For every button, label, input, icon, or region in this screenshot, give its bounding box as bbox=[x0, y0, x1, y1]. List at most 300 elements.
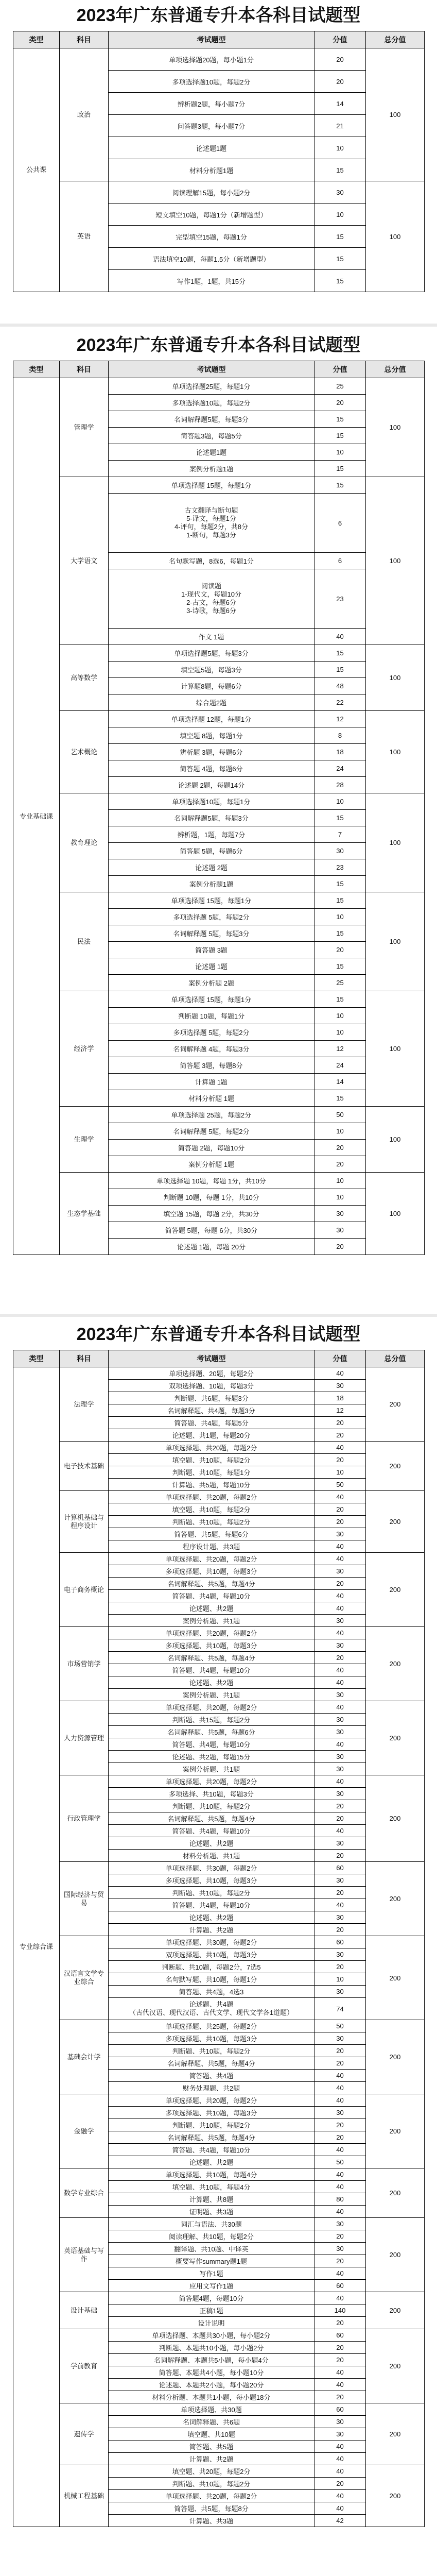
table-row bbox=[13, 2094, 425, 2107]
cell-score: 20 bbox=[314, 1812, 366, 1825]
cell-total: 200 bbox=[366, 1701, 425, 1775]
cell-question-type: 单项选择题、共20题，每题2分 bbox=[109, 2094, 314, 2107]
cell-total: 200 bbox=[366, 1775, 425, 1862]
column-header: 总分值 bbox=[366, 361, 425, 378]
cell-question-type: 简答题、共4题，每题10分 bbox=[109, 2144, 314, 2156]
cell-type: 公共课 bbox=[13, 48, 60, 292]
cell-subject: 英语基础与写作 bbox=[60, 2218, 109, 2292]
table-row bbox=[13, 2403, 425, 2416]
table-body-3 bbox=[13, 1367, 425, 2527]
cell-score: 20 bbox=[314, 71, 366, 93]
cell-question-type: 判断题、共10题，每题2分 bbox=[109, 1800, 314, 1812]
cell-score: 30 bbox=[314, 1726, 366, 1738]
cell-score: 15 bbox=[314, 477, 366, 494]
cell-question-type: 单项选择题20题，每小题1分 bbox=[109, 48, 314, 71]
cell-question-type: 简答题、共4题，每题10分 bbox=[109, 1738, 314, 1751]
cell-score: 30 bbox=[314, 2416, 366, 2428]
cell-score: 12 bbox=[314, 1041, 366, 1057]
cell-subject: 学前教育 bbox=[60, 2329, 109, 2403]
cell-question-type: 名词解释题、共5题，每题4分 bbox=[109, 1578, 314, 1590]
cell-question-type: 翻译题、共10题、中译英 bbox=[109, 2243, 314, 2255]
cell-score: 10 bbox=[314, 1973, 366, 1986]
cell-question-type: 判断题、共10题，每题2分 bbox=[109, 1887, 314, 1899]
cell-score: 28 bbox=[314, 777, 366, 793]
cell-score: 24 bbox=[314, 760, 366, 777]
cell-question-type: 材料分析题1题 bbox=[109, 159, 314, 181]
cell-score: 20 bbox=[314, 1887, 366, 1899]
cell-question-type: 论述题、共2题 bbox=[109, 2156, 314, 2168]
cell-question-type: 判断题、共10题，每题2分，7选5 bbox=[109, 1961, 314, 1973]
cell-score: 14 bbox=[314, 93, 366, 115]
cell-question-type: 名词解释题、共5题，每题4分 bbox=[109, 2131, 314, 2144]
cell-question-type: 简答题、共4题，每题10分 bbox=[109, 1899, 314, 1911]
cell-total: 100 bbox=[366, 48, 425, 181]
table-row bbox=[13, 477, 425, 494]
cell-question-type: 短文填空10题，每题1分（新增题型） bbox=[109, 204, 314, 226]
cell-total: 200 bbox=[366, 1862, 425, 1936]
cell-question-type: 正稿1题 bbox=[109, 2304, 314, 2317]
cell-question-type: 填空题、共10题，每题2分 bbox=[109, 1454, 314, 1466]
table-row bbox=[13, 1107, 425, 1123]
cell-total: 200 bbox=[366, 2168, 425, 2218]
cell-score: 30 bbox=[314, 181, 366, 204]
cell-question-type: 名词解释题、共5题，每题6分 bbox=[109, 1726, 314, 1738]
cell-question-type: 判断题 10题，每题 1分，共10分 bbox=[109, 1189, 314, 1206]
column-header: 类型 bbox=[13, 31, 60, 48]
cell-question-type: 多项选择题、共10题，每题3分 bbox=[109, 1874, 314, 1887]
cell-question-type: 应用文写作1题 bbox=[109, 2280, 314, 2292]
cell-score: 30 bbox=[314, 1565, 366, 1578]
cell-question-type: 计算题、共3题 bbox=[109, 2515, 314, 2527]
cell-question-type: 判断题 10题，每题1分 bbox=[109, 1008, 314, 1024]
cell-score: 40 bbox=[314, 1701, 366, 1714]
cell-question-type: 单项选择题、共20题，每题2分 bbox=[109, 1442, 314, 1454]
cell-question-type: 多项选择题、共10题，每题3分 bbox=[109, 1639, 314, 1652]
cell-score: 10 bbox=[314, 204, 366, 226]
cell-score: 20 bbox=[314, 1516, 366, 1528]
cell-score: 30 bbox=[314, 1222, 366, 1239]
cell-score: 30 bbox=[314, 1615, 366, 1627]
cell-total: 100 bbox=[366, 991, 425, 1107]
cell-question-type: 双项选择题、共10题，每题3分 bbox=[109, 1948, 314, 1961]
cell-score: 15 bbox=[314, 270, 366, 292]
cell-question-type: 判断题、共10题，每题2分 bbox=[109, 2045, 314, 2057]
cell-score: 20 bbox=[314, 942, 366, 958]
cell-question-type: 简答题 5题，每题6分 bbox=[109, 843, 314, 859]
cell-score: 40 bbox=[314, 1553, 366, 1565]
table-row bbox=[13, 2218, 425, 2230]
cell-question-type: 简答题、共4题，每题5分 bbox=[109, 1417, 314, 1429]
cell-score: 30 bbox=[314, 1380, 366, 1392]
table-row bbox=[13, 2020, 425, 2032]
cell-question-type: 单项选择题 15题，每题1分 bbox=[109, 477, 314, 494]
cell-score: 10 bbox=[314, 909, 366, 925]
cell-question-type: 简答题、共5题 bbox=[109, 2441, 314, 2453]
cell-score: 20 bbox=[314, 48, 366, 71]
section-1 bbox=[13, 0, 424, 292]
cell-score: 6 bbox=[314, 553, 366, 569]
table-row bbox=[13, 2465, 425, 2478]
cell-question-type: 简答题 3题，每题8分 bbox=[109, 1057, 314, 1074]
cell-subject: 大学语文 bbox=[60, 477, 109, 645]
cell-score: 20 bbox=[314, 2230, 366, 2243]
cell-question-type: 单项选择题、共20题，每题2分 bbox=[109, 1553, 314, 1565]
cell-total: 200 bbox=[366, 1442, 425, 1491]
cell-total: 200 bbox=[366, 2292, 425, 2329]
cell-question-type: 财务处理题、共2题 bbox=[109, 2082, 314, 2094]
cell-question-type: 论述题1题 bbox=[109, 444, 314, 461]
cell-question-type: 案例分析题 2题 bbox=[109, 975, 314, 991]
cell-question-type: 多项选择题、共10题，每题3分 bbox=[109, 1565, 314, 1578]
cell-subject: 设计基础 bbox=[60, 2292, 109, 2329]
cell-score: 74 bbox=[314, 1998, 366, 2020]
cell-score: 10 bbox=[314, 1466, 366, 1479]
cell-question-type: 判断题、共10题，每题2分 bbox=[109, 2119, 314, 2131]
cell-score: 20 bbox=[314, 1850, 366, 1862]
cell-question-type: 辨析题2题，每小题7分 bbox=[109, 93, 314, 115]
cell-score: 30 bbox=[314, 1986, 366, 1998]
cell-score: 20 bbox=[314, 395, 366, 411]
cell-question-type: 辨析题 3题，每题6分 bbox=[109, 744, 314, 760]
cell-subject: 基础会计学 bbox=[60, 2020, 109, 2094]
cell-question-type: 单项选择题、20题，每题2分 bbox=[109, 1367, 314, 1380]
cell-total: 200 bbox=[366, 1491, 425, 1553]
table-row bbox=[13, 2292, 425, 2304]
cell-score: 15 bbox=[314, 411, 366, 428]
cell-question-type: 填空题 15题，每题 2分，共30分 bbox=[109, 1206, 314, 1222]
cell-question-type: 证明题、共3题 bbox=[109, 2206, 314, 2218]
column-header: 分值 bbox=[314, 361, 366, 378]
cell-score: 7 bbox=[314, 826, 366, 843]
cell-question-type: 多项选择题10题，每题2分 bbox=[109, 395, 314, 411]
table-row bbox=[13, 2329, 425, 2342]
cell-question-type: 填空题、共20题，每题2分 bbox=[109, 2465, 314, 2478]
cell-question-type: 简答题、共5题，每题8分 bbox=[109, 2502, 314, 2515]
cell-score: 12 bbox=[314, 711, 366, 727]
cell-score: 20 bbox=[314, 1140, 366, 1156]
cell-question-type: 论述题 2题 bbox=[109, 859, 314, 876]
cell-score: 40 bbox=[314, 2441, 366, 2453]
exam-table-3 bbox=[13, 1350, 425, 2527]
cell-question-type: 单项选择题、共20题，每题2分 bbox=[109, 1627, 314, 1639]
cell-total: 100 bbox=[366, 1173, 425, 1255]
cell-total: 100 bbox=[366, 477, 425, 645]
cell-total: 200 bbox=[366, 2329, 425, 2403]
cell-score: 30 bbox=[314, 1948, 366, 1961]
table-row bbox=[13, 892, 425, 909]
table-header-row bbox=[13, 361, 425, 378]
cell-subject: 电子商务概论 bbox=[60, 1553, 109, 1627]
cell-score: 40 bbox=[314, 2082, 366, 2094]
cell-question-type: 名句默写题，8选6，每题1分 bbox=[109, 553, 314, 569]
cell-question-type: 判断题、共10题，每题2分 bbox=[109, 2478, 314, 2490]
column-header: 分值 bbox=[314, 31, 366, 48]
cell-score: 30 bbox=[314, 2243, 366, 2255]
cell-score: 40 bbox=[314, 629, 366, 645]
cell-question-type: 填空题、共10题，每题2分 bbox=[109, 1503, 314, 1516]
table-row bbox=[13, 645, 425, 662]
cell-score: 20 bbox=[314, 2354, 366, 2366]
column-header: 类型 bbox=[13, 361, 60, 378]
cell-question-type: 语法填空10题，每题1.5分（新增题型） bbox=[109, 248, 314, 270]
cell-score: 30 bbox=[314, 1206, 366, 1222]
cell-question-type: 单项选择题10题，每题1分 bbox=[109, 793, 314, 810]
cell-subject: 人力资源管理 bbox=[60, 1701, 109, 1775]
cell-score: 15 bbox=[314, 991, 366, 1008]
cell-score: 40 bbox=[314, 1627, 366, 1639]
cell-question-type: 论述题 1题 bbox=[109, 958, 314, 975]
column-header: 考试题型 bbox=[109, 31, 314, 48]
cell-score: 30 bbox=[314, 2032, 366, 2045]
cell-question-type: 古文翻译与断句题 5-译文，每题1分 4-评句，每题2分，共8分 1-断句，每题3分 bbox=[109, 494, 314, 553]
cell-question-type: 单项选择题、共20题，每题2分 bbox=[109, 2490, 314, 2502]
cell-subject: 经济学 bbox=[60, 991, 109, 1107]
cell-score: 15 bbox=[314, 159, 366, 181]
cell-question-type: 材料分析题、本题共1小题，每小题18分 bbox=[109, 2391, 314, 2403]
cell-score: 15 bbox=[314, 1090, 366, 1107]
cell-type: 专业综合课 bbox=[13, 1367, 60, 2527]
cell-score: 20 bbox=[314, 1417, 366, 1429]
cell-score: 18 bbox=[314, 744, 366, 760]
cell-subject: 生态学基础 bbox=[60, 1173, 109, 1255]
cell-score: 10 bbox=[314, 1008, 366, 1024]
cell-question-type: 阅读理解15题，每小题2分 bbox=[109, 181, 314, 204]
cell-score: 80 bbox=[314, 2193, 366, 2206]
cell-total: 100 bbox=[366, 892, 425, 991]
cell-score: 40 bbox=[314, 2206, 366, 2218]
cell-question-type: 概要写作summary题1题 bbox=[109, 2255, 314, 2267]
cell-total: 200 bbox=[366, 1936, 425, 2020]
cell-question-type: 完型填空15题，每题1分 bbox=[109, 226, 314, 248]
cell-score: 10 bbox=[314, 444, 366, 461]
cell-question-type: 判断题、共15题，每题2分 bbox=[109, 1714, 314, 1726]
cell-score: 25 bbox=[314, 975, 366, 991]
cell-question-type: 简答题3题，每题5分 bbox=[109, 428, 314, 444]
cell-score: 10 bbox=[314, 137, 366, 159]
cell-total: 100 bbox=[366, 181, 425, 292]
cell-score: 40 bbox=[314, 1590, 366, 1602]
cell-question-type: 单项选择题、共20题，每题2分 bbox=[109, 1701, 314, 1714]
cell-score: 20 bbox=[314, 2057, 366, 2070]
cell-score: 23 bbox=[314, 859, 366, 876]
cell-question-type: 单项选择题、共20题，每题2分 bbox=[109, 1491, 314, 1503]
cell-question-type: 论述题、共2题 bbox=[109, 1676, 314, 1689]
column-header: 考试题型 bbox=[109, 1350, 314, 1367]
table-row bbox=[13, 378, 425, 395]
cell-total: 100 bbox=[366, 711, 425, 793]
cell-question-type: 简答题 4题，每题6分 bbox=[109, 760, 314, 777]
cell-score: 50 bbox=[314, 2020, 366, 2032]
cell-question-type: 阅读题 1-现代文，每题10分 2-古文，每题6分 3-诗歌，每题6分 bbox=[109, 569, 314, 629]
cell-score: 48 bbox=[314, 678, 366, 694]
cell-question-type: 论述题、共4题 （古代汉语、现代汉语、古代文学、现代文学各1道题） bbox=[109, 1998, 314, 2020]
cell-score: 40 bbox=[314, 1899, 366, 1911]
cell-score: 30 bbox=[314, 1788, 366, 1800]
cell-total: 200 bbox=[366, 2465, 425, 2527]
cell-question-type: 材料分析题、共1题 bbox=[109, 1850, 314, 1862]
cell-score: 30 bbox=[314, 1639, 366, 1652]
cell-question-type: 论述题、共2题 bbox=[109, 1911, 314, 1924]
cell-score: 15 bbox=[314, 645, 366, 662]
section-separator bbox=[0, 324, 437, 327]
cell-question-type: 多项选择题 5题，每题2分 bbox=[109, 909, 314, 925]
cell-score: 30 bbox=[314, 1837, 366, 1850]
cell-question-type: 名词解释题5题，每题3分 bbox=[109, 411, 314, 428]
cell-score: 60 bbox=[314, 2280, 366, 2292]
cell-score: 30 bbox=[314, 1528, 366, 1540]
cell-score: 20 bbox=[314, 1156, 366, 1173]
table-row bbox=[13, 2168, 425, 2181]
cell-question-type: 单项选择题、共30题 bbox=[109, 2403, 314, 2416]
cell-question-type: 单项选择题、共20题，每题2分 bbox=[109, 1775, 314, 1788]
cell-question-type: 论述题1题 bbox=[109, 137, 314, 159]
cell-score: 20 bbox=[314, 2391, 366, 2403]
cell-question-type: 简答题 5题，每题 6分，共30分 bbox=[109, 1222, 314, 1239]
column-header: 类型 bbox=[13, 1350, 60, 1367]
cell-score: 20 bbox=[314, 2131, 366, 2144]
cell-question-type: 作文 1题 bbox=[109, 629, 314, 645]
cell-question-type: 计算题、共2题 bbox=[109, 1924, 314, 1936]
cell-score: 20 bbox=[314, 1429, 366, 1442]
cell-score: 60 bbox=[314, 2403, 366, 2416]
cell-score: 40 bbox=[314, 1676, 366, 1689]
table-row bbox=[13, 1862, 425, 1874]
cell-question-type: 多项选择题 5题，每题2分 bbox=[109, 1024, 314, 1041]
cell-question-type: 单项选择题25题，每题1分 bbox=[109, 378, 314, 395]
cell-score: 15 bbox=[314, 226, 366, 248]
cell-score: 40 bbox=[314, 1540, 366, 1553]
exam-table-2 bbox=[13, 361, 425, 1255]
cell-score: 22 bbox=[314, 694, 366, 711]
cell-score: 40 bbox=[314, 2292, 366, 2304]
table-row bbox=[13, 1173, 425, 1189]
table-row bbox=[13, 181, 425, 204]
cell-question-type: 判断题、本题共10小题，每小题2分 bbox=[109, 2342, 314, 2354]
cell-score: 12 bbox=[314, 1404, 366, 1417]
cell-score: 60 bbox=[314, 1862, 366, 1874]
cell-subject: 汉语言文学专业综合 bbox=[60, 1936, 109, 2020]
cell-score: 20 bbox=[314, 1239, 366, 1255]
cell-score: 30 bbox=[314, 2218, 366, 2230]
table-row bbox=[13, 1936, 425, 1948]
cell-score: 15 bbox=[314, 810, 366, 826]
cell-question-type: 单项选择题、共30题，每题2分 bbox=[109, 1936, 314, 1948]
cell-score: 20 bbox=[314, 1578, 366, 1590]
cell-score: 40 bbox=[314, 2379, 366, 2391]
cell-score: 50 bbox=[314, 2156, 366, 2168]
cell-question-type: 填空题 8题，每题1分 bbox=[109, 727, 314, 744]
cell-score: 40 bbox=[314, 1738, 366, 1751]
cell-question-type: 多项选择题、共10题，每题3分 bbox=[109, 2032, 314, 2045]
cell-question-type: 名词解释题、本题共5小题，每小题4分 bbox=[109, 2354, 314, 2366]
cell-score: 42 bbox=[314, 2515, 366, 2527]
cell-question-type: 判断题、共6题，每题3分 bbox=[109, 1392, 314, 1404]
cell-score: 10 bbox=[314, 1173, 366, 1189]
cell-question-type: 简答题、共4题，每题10分 bbox=[109, 1825, 314, 1837]
cell-score: 40 bbox=[314, 2366, 366, 2379]
table-row bbox=[13, 1627, 425, 1639]
table-header-row bbox=[13, 31, 425, 48]
cell-score: 30 bbox=[314, 1751, 366, 1763]
cell-subject: 市场营销学 bbox=[60, 1627, 109, 1701]
cell-question-type: 双项选择题、10题，每题3分 bbox=[109, 1380, 314, 1392]
cell-score: 40 bbox=[314, 2267, 366, 2280]
cell-question-type: 判断题、共10题，每题2分 bbox=[109, 1516, 314, 1528]
column-header: 总分值 bbox=[366, 1350, 425, 1367]
cell-score: 20 bbox=[314, 1652, 366, 1664]
cell-question-type: 简答题、共4题 bbox=[109, 2070, 314, 2082]
cell-question-type: 简答题、共5题，每题6分 bbox=[109, 1528, 314, 1540]
cell-score: 21 bbox=[314, 115, 366, 137]
cell-question-type: 填空题5题，每题3分 bbox=[109, 662, 314, 678]
table-body-2 bbox=[13, 378, 425, 1255]
section-separator bbox=[0, 1314, 437, 1317]
cell-score: 15 bbox=[314, 958, 366, 975]
section-2-title: 2023年广东普通专升本各科目试题型 bbox=[76, 335, 361, 355]
cell-score: 20 bbox=[314, 1924, 366, 1936]
cell-total: 200 bbox=[366, 1627, 425, 1701]
table-row bbox=[13, 1367, 425, 1380]
table-row bbox=[13, 1553, 425, 1565]
cell-subject: 电子技术基础 bbox=[60, 1442, 109, 1491]
cell-score: 40 bbox=[314, 1367, 366, 1380]
cell-score: 40 bbox=[314, 2465, 366, 2478]
cell-score: 40 bbox=[314, 1602, 366, 1615]
cell-question-type: 多项选择、共10题，每题3分 bbox=[109, 1788, 314, 1800]
cell-subject: 生理学 bbox=[60, 1107, 109, 1173]
cell-score: 15 bbox=[314, 248, 366, 270]
cell-question-type: 案例分析题1题 bbox=[109, 876, 314, 892]
cell-score: 20 bbox=[314, 2342, 366, 2354]
cell-question-type: 计算题、共2题 bbox=[109, 2453, 314, 2465]
cell-question-type: 单项选择题、共30题，每题2分 bbox=[109, 1862, 314, 1874]
cell-total: 200 bbox=[366, 2218, 425, 2292]
cell-question-type: 名词解释题、共5题，每题4分 bbox=[109, 1652, 314, 1664]
cell-score: 10 bbox=[314, 793, 366, 810]
cell-score: 30 bbox=[314, 2107, 366, 2119]
cell-score: 20 bbox=[314, 1503, 366, 1516]
cell-score: 40 bbox=[314, 2168, 366, 2181]
table-row bbox=[13, 1775, 425, 1788]
cell-question-type: 单项选择题 25题，每题2分 bbox=[109, 1107, 314, 1123]
cell-total: 200 bbox=[366, 1553, 425, 1627]
cell-score: 15 bbox=[314, 876, 366, 892]
cell-question-type: 名词解释题、共5题，每题4分 bbox=[109, 1812, 314, 1825]
cell-score: 40 bbox=[314, 2453, 366, 2465]
section-3 bbox=[13, 1319, 424, 2527]
cell-question-type: 多项选择题10题，每题2分 bbox=[109, 71, 314, 93]
cell-question-type: 简答题4题，每题10分 bbox=[109, 2292, 314, 2304]
cell-question-type: 简答题 3题 bbox=[109, 942, 314, 958]
cell-question-type: 名词解释题、共6题 bbox=[109, 2416, 314, 2428]
cell-question-type: 阅读理解、共10题，每题2分 bbox=[109, 2230, 314, 2243]
table-row bbox=[13, 1491, 425, 1503]
cell-score: 40 bbox=[314, 2490, 366, 2502]
cell-score: 10 bbox=[314, 1024, 366, 1041]
cell-score: 30 bbox=[314, 1874, 366, 1887]
cell-question-type: 写作1题 bbox=[109, 2267, 314, 2280]
column-header: 科目 bbox=[60, 361, 109, 378]
cell-subject: 数学专业综合 bbox=[60, 2168, 109, 2218]
cell-question-type: 计算题、共8题 bbox=[109, 2193, 314, 2206]
section-1-title: 2023年广东普通专升本各科目试题型 bbox=[76, 6, 361, 25]
cell-score: 14 bbox=[314, 1074, 366, 1090]
cell-question-type: 词汇与语法、共30题 bbox=[109, 2218, 314, 2230]
cell-score: 40 bbox=[314, 2070, 366, 2082]
cell-question-type: 名词解释题5题，每题3分 bbox=[109, 810, 314, 826]
cell-subject: 计算机基础与程序设计 bbox=[60, 1491, 109, 1553]
cell-question-type: 案例分析题1题 bbox=[109, 461, 314, 477]
